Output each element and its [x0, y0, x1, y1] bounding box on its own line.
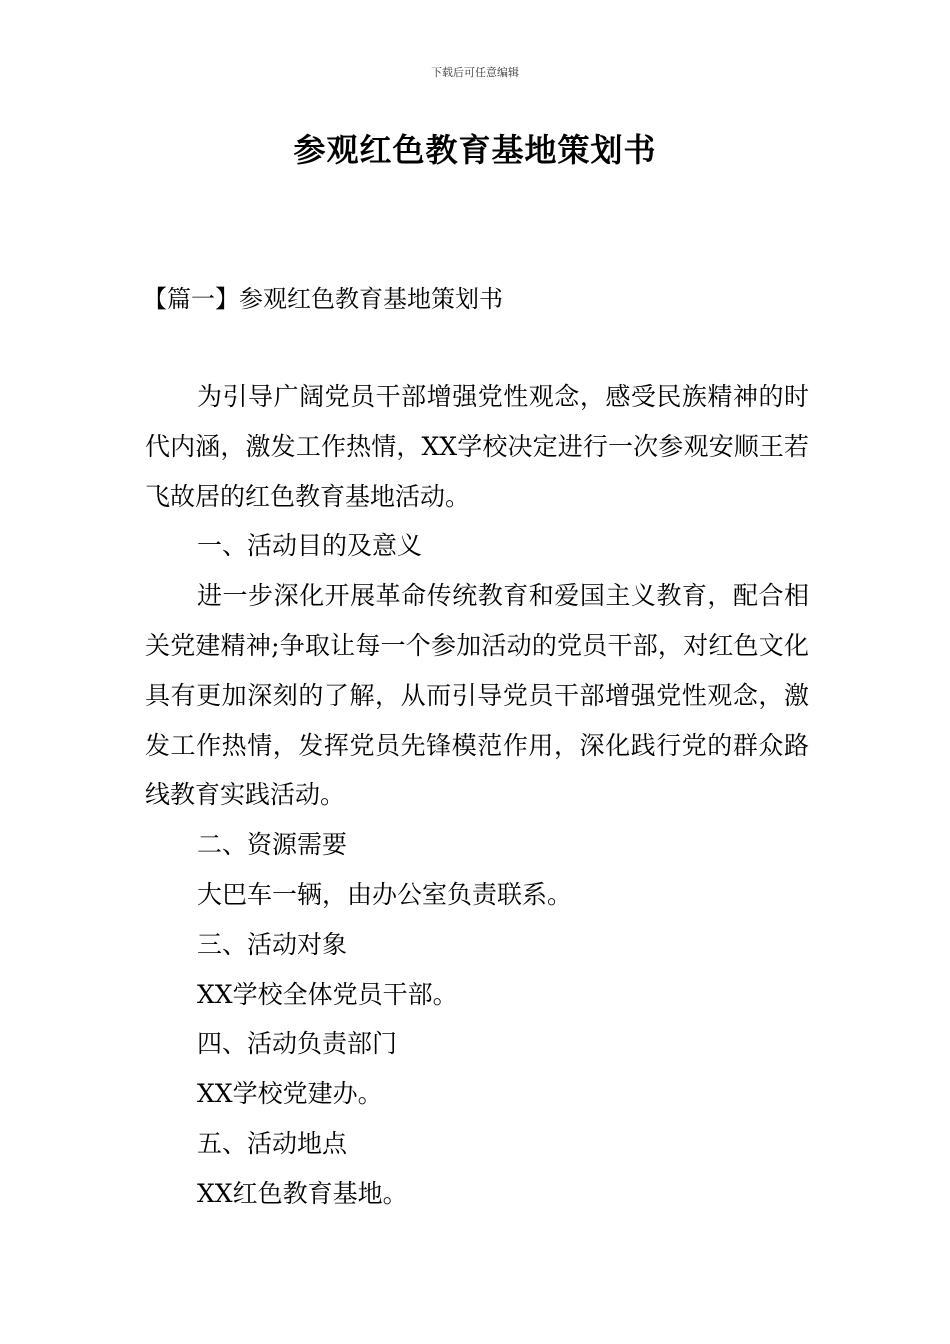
- heading-resources: 二、资源需要: [197, 830, 348, 860]
- heading-department: 四、活动负责部门: [197, 1029, 398, 1059]
- purpose-paragraph: 进一步深化开展革命传统教育和爱国主义教育，配合相关党建精神;争取让每一个参加活动的党员干部，对红色文化具有更加深刻的了解，从而引导党员干部增强党性观念，激发工作热情，发挥党员先锋模范作用，深化践行党的群众路线教育实践活动。: [145, 581, 809, 810]
- intro-paragraph: 为引导广阔党员干部增强党性观念，感受民族精神的时代内涵，激发工作热情，XX学校决定进行一次参观安顺王若飞故居的红色教育基地活动。: [145, 382, 809, 511]
- participants-paragraph: XX学校全体党员干部。: [197, 979, 458, 1009]
- location-paragraph: XX红色教育基地。: [197, 1178, 408, 1208]
- heading-participants: 三、活动对象: [197, 929, 348, 959]
- section-heading: 【篇一】参观红色教育基地策划书: [143, 285, 503, 313]
- department-paragraph: XX学校党建办。: [197, 1079, 383, 1109]
- resources-paragraph: 大巴车一辆，由办公室负责联系。: [197, 879, 573, 909]
- heading-location: 五、活动地点: [197, 1128, 348, 1158]
- heading-purpose: 一、活动目的及意义: [197, 531, 423, 561]
- document-title: 参观红色教育基地策划书: [293, 131, 657, 169]
- header-note: 下载后可任意编辑: [431, 66, 519, 79]
- document-body: [145, 372, 809, 1219]
